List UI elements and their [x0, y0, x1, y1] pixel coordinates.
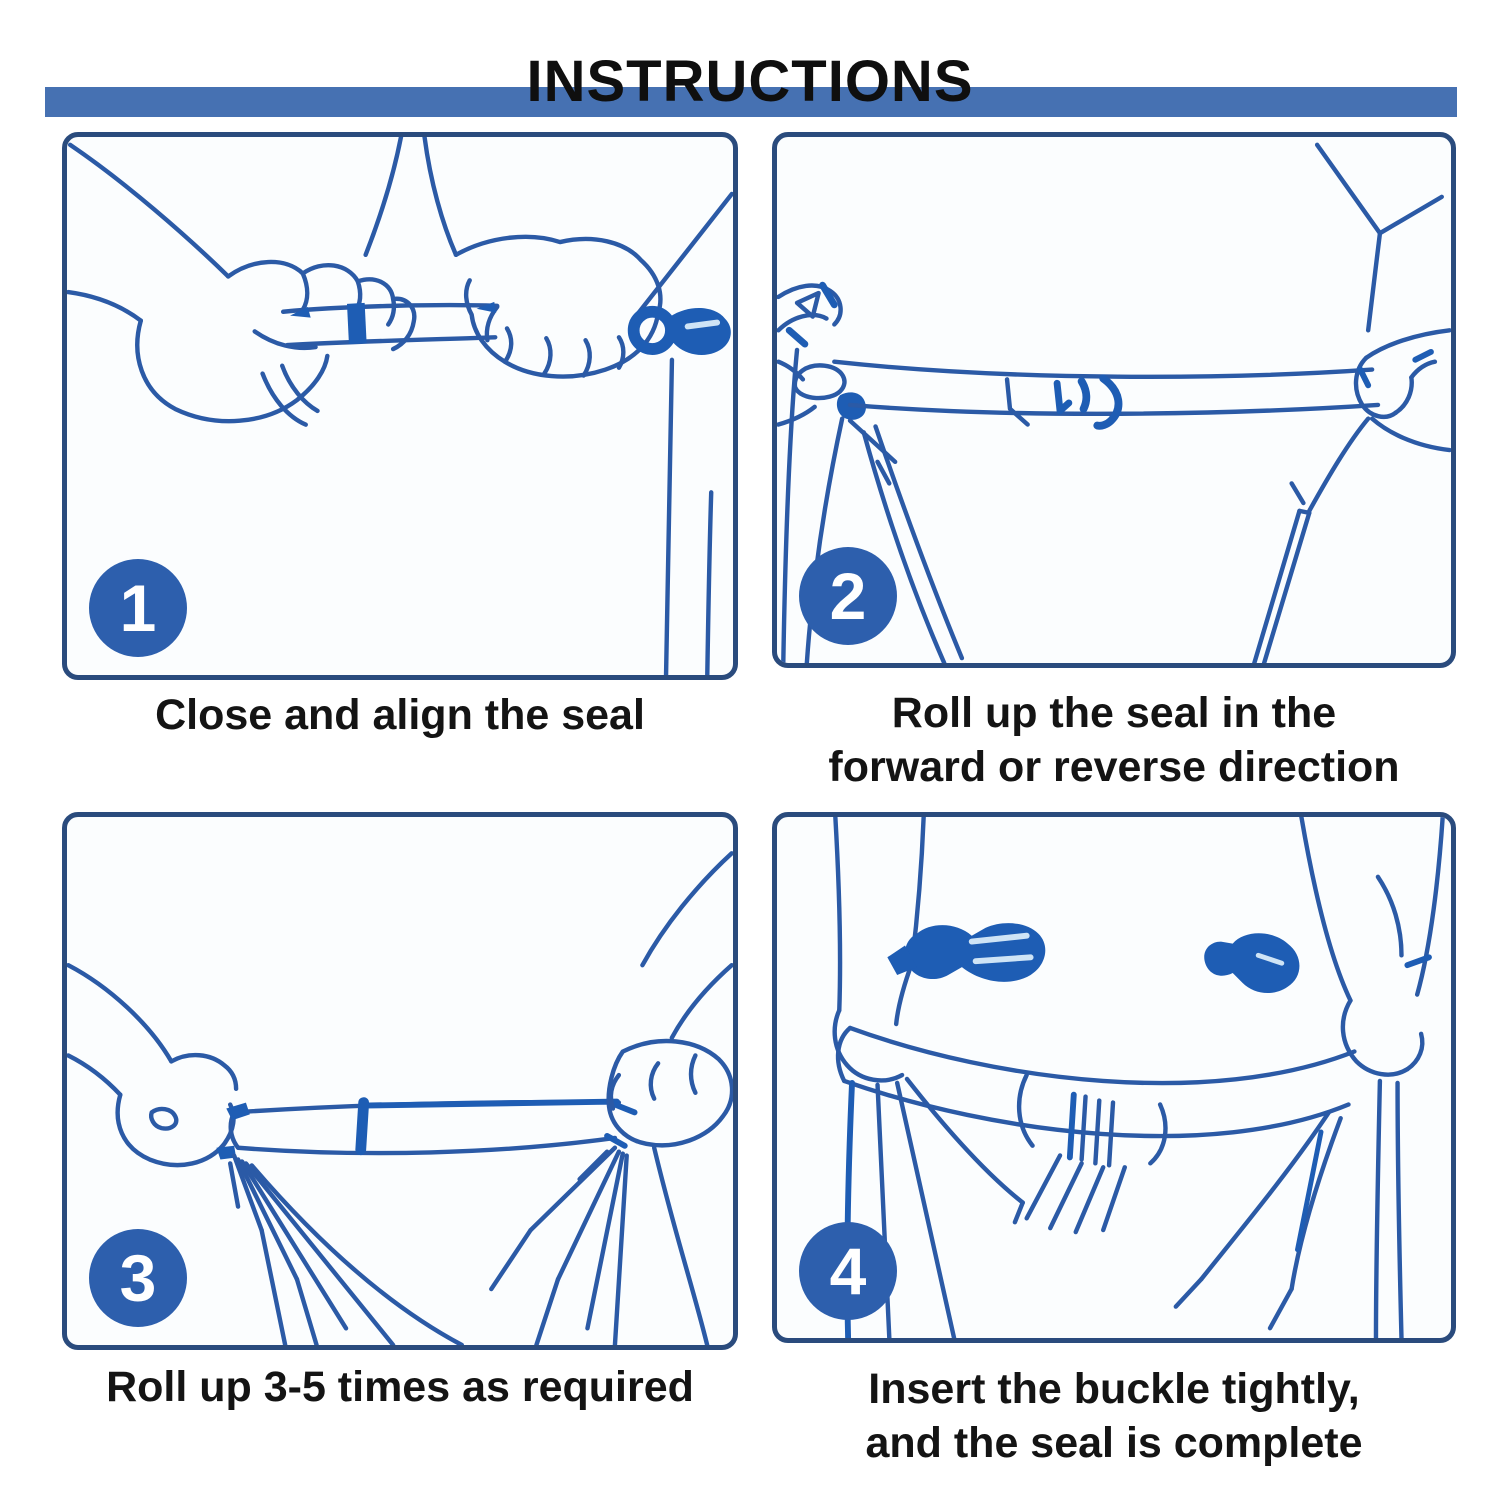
- left-arm: [68, 145, 228, 321]
- step-1-number-badge: [89, 559, 187, 657]
- bag-stick: [1254, 419, 1368, 663]
- step-4-number-badge: [799, 1222, 897, 1320]
- step-1-caption: [62, 688, 738, 742]
- step-2-caption-line-2: forward or reverse direction: [828, 743, 1400, 791]
- bag-folds-right: [491, 1148, 707, 1345]
- page-title: INSTRUCTIONS: [526, 49, 974, 114]
- step-4-panel: [772, 812, 1456, 1343]
- step-1-number: 1: [119, 571, 157, 645]
- step-4-number: 4: [829, 1234, 867, 1308]
- toggle-icon: [1204, 933, 1299, 993]
- center-hand: [1019, 1075, 1165, 1232]
- rolled-seal-strip: [834, 362, 1378, 414]
- bag-top-corner: [1317, 145, 1442, 330]
- roll-marks: [1007, 378, 1118, 425]
- step-3-number-badge: [89, 1229, 187, 1327]
- step-1-caption-line-1: Close and align the seal: [155, 691, 645, 739]
- bag-folds-right: [1176, 1081, 1402, 1338]
- step-2-number-badge: [799, 547, 897, 645]
- buckle-icon: [887, 923, 1045, 982]
- step-4-caption-line-1: Insert the buckle tightly,: [868, 1365, 1360, 1413]
- step-3-caption: [62, 1360, 738, 1414]
- step-2-number: 2: [829, 559, 867, 633]
- left-arm: [68, 965, 171, 1095]
- step-2-caption-line-1: Roll up the seal in the: [891, 689, 1337, 737]
- right-hand: [1356, 330, 1450, 450]
- step-3-panel: [62, 812, 738, 1350]
- step-4-caption: [772, 1362, 1456, 1470]
- step-2-panel: [772, 132, 1456, 668]
- right-hand: [609, 1041, 732, 1145]
- bag-folds-left: [230, 1156, 462, 1345]
- step-1-panel: [62, 132, 738, 680]
- arm-gap-lines: [366, 137, 456, 255]
- step-4-caption-line-2: and the seal is complete: [865, 1419, 1363, 1467]
- step-3-caption-line-1: Roll up 3-5 times as required: [106, 1363, 694, 1411]
- step-3-number: 3: [119, 1241, 157, 1315]
- right-arm: [1301, 817, 1442, 1075]
- seal-strip: [216, 1102, 634, 1160]
- cord-toggle-icon: [634, 308, 731, 355]
- step-2-caption: [772, 686, 1456, 794]
- right-arm: [642, 853, 731, 1038]
